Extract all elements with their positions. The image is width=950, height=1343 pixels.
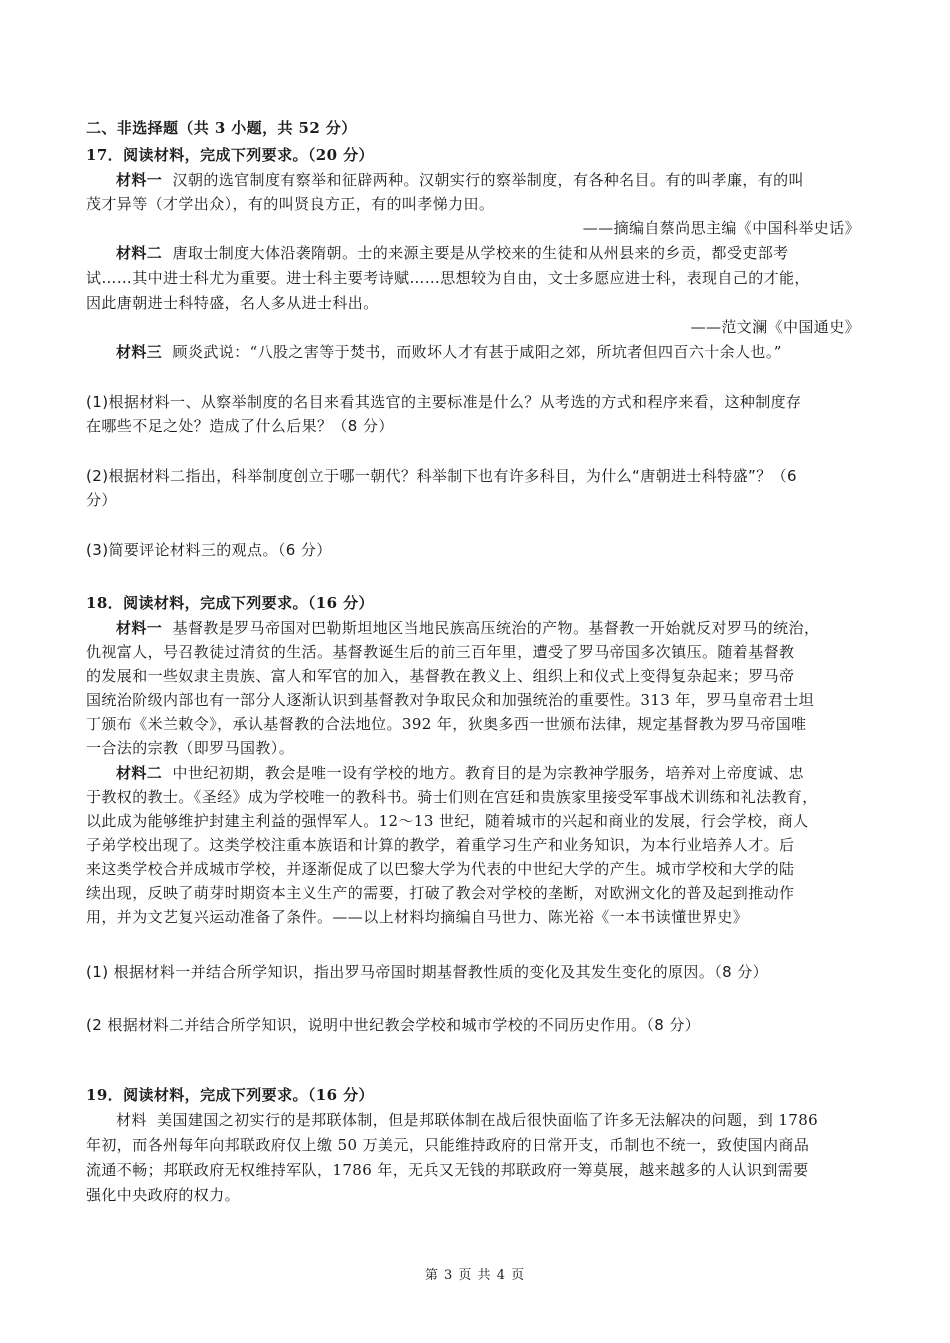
q17-material1-line bbox=[116, 170, 876, 190]
q18-material2-line bbox=[116, 763, 876, 783]
material-text: 基督教是罗马帝国对巴勒斯坦地区当地民族高压统治的产物。基督教一开始就反对罗马的统治， bbox=[172, 619, 820, 637]
q18-material1-line bbox=[116, 618, 876, 638]
q18-material1-line: 的发展和一些奴隶主贵族、富人和军官的加入，基督教在教义上、组织上和仪式上变得复杂起来；罗马帝 bbox=[86, 667, 795, 685]
q17-sub1: (1)根据材料一、从察举制度的名目来看其选官的主要标准是什么？从考选的方式和程序来看，这种制度存 bbox=[86, 393, 802, 411]
q17-sub1: 在哪些不足之处？造成了什么后果？（8 分） bbox=[86, 417, 394, 435]
q17-material2-line: 试……其中进士科尤为重要。进士科主要考诗赋……思想较为自由，文士多愿应进士科，表现自己的才能， bbox=[86, 269, 810, 287]
q17-sub2: (2)根据材料二指出，科举制度创立于哪一朝代？科举制下也有许多科目，为什么“唐朝进士科特盛”？（6 bbox=[86, 467, 797, 485]
material-text: 中世纪初期，教会是唯一设有学校的地方。教育目的是为宗教神学服务，培养对上帝度诚、忠 bbox=[172, 764, 804, 782]
material-label: 材料一 bbox=[116, 619, 163, 637]
q18-heading: 18．阅读材料，完成下列要求。（16 分） bbox=[86, 594, 374, 612]
q18-material2-line: 子弟学校出现了。这类学校注重本族语和计算的教学，着重学习生产和业务知识，为本行业培养人才。后 bbox=[86, 836, 795, 854]
material-label: 材料二 bbox=[116, 764, 163, 782]
q17-material2-line: 因此唐朝进士科特盛，名人多从进士科出。 bbox=[86, 294, 379, 312]
q17-material1-line: 茂才异等（才学出众），有的叫贤良方正，有的叫孝悌力田。 bbox=[86, 195, 495, 213]
q19-material-line bbox=[116, 1110, 876, 1130]
material-label: 材料三 bbox=[116, 343, 163, 361]
material-text: 唐取士制度大体沿袭隋朝。士的来源主要是从学校来的生徒和从州县来的乡贡，都受吏部考 bbox=[172, 244, 789, 262]
q18-material2-line: 用，并为文艺复兴运动准备了条件。——以上材料均摘编自马世力、陈光裕《一本书读懂世界史》 bbox=[86, 908, 749, 926]
q17-material2-source: ——范文澜《中国通史》 bbox=[690, 318, 860, 336]
q18-sub2: (2 根据材料二并结合所学知识，说明中世纪教会学校和城市学校的不同历史作用。（8 分） bbox=[86, 1016, 701, 1034]
q18-material2-line: 于教权的教士。《圣经》成为学校唯一的教科书。骑士们则在宫廷和贵族家里接受军事战术训练和礼法教育， bbox=[86, 788, 818, 806]
material-label: 材料一 bbox=[116, 171, 163, 189]
material-text: 美国建国之初实行的是邦联体制，但是邦联体制在战后很快面临了许多无法解决的问题，到 1786 bbox=[157, 1111, 819, 1129]
q17-heading: 17．阅读材料，完成下列要求。（20 分） bbox=[86, 146, 374, 164]
q19-material-line: 强化中央政府的权力。 bbox=[86, 1186, 241, 1204]
q17-material2-line bbox=[116, 243, 876, 263]
material-text: 顾炎武说：“八股之害等于焚书，而败坏人才有甚于咸阳之郊，所坑者但四百六十余人也。” bbox=[172, 343, 782, 361]
q18-sub1: (1) 根据材料一并结合所学知识，指出罗马帝国时期基督教性质的变化及其发生变化的原因。（8 分） bbox=[86, 963, 769, 981]
material-text: 汉朝的选官制度有察举和征辟两种。汉朝实行的察举制度，有各种名目。有的叫孝廉，有的叫 bbox=[172, 171, 804, 189]
material-label: 材料二 bbox=[116, 244, 163, 262]
q18-material2-line: 以此成为能够维护封建主利益的强悍军人。12～13 世纪，随着城市的兴起和商业的发展，行会学校，商人 bbox=[86, 812, 809, 830]
q18-material1-line: 仇视富人，号召教徒过清贫的生活。基督教诞生后的前三百年里，遭受了罗马帝国多次镇压。随着基督教 bbox=[86, 643, 795, 661]
q19-material-line: 流通不畅；邦联政府无权维持军队，1786 年，无兵又无钱的邦联政府一筹莫展，越来越多的人认识到需要 bbox=[86, 1161, 809, 1179]
q18-material2-line: 来这类学校合并成城市学校，并逐渐促成了以巴黎大学为代表的中世纪大学的产生。城市学校和大学的陆 bbox=[86, 860, 795, 878]
q18-material1-line: 一合法的宗教（即罗马国教）。 bbox=[86, 739, 295, 757]
q19-material-line: 年初，而各州每年向邦联政府仅上缴 50 万美元，只能维持政府的日常开支，币制也不统一，致使国内商品 bbox=[86, 1136, 810, 1154]
q17-sub2: 分） bbox=[86, 491, 117, 509]
material-label: 材料 bbox=[116, 1111, 147, 1129]
q18-material1-line: 丁颁布《米兰敕令》，承认基督教的合法地位。392 年，狄奥多西一世颁布法律，规定基督教为罗马帝国唯 bbox=[86, 715, 807, 733]
q17-sub3: (3)简要评论材料三的观点。（6 分） bbox=[86, 541, 332, 559]
q17-material3-line bbox=[116, 342, 876, 362]
section-title: 二、非选择题（共 3 小题，共 52 分） bbox=[86, 119, 357, 137]
q18-material1-line: 国统治阶级内部也有一部分人逐渐认识到基督教对争取民众和加强统治的重要性。313 年，罗马皇帝君士坦 bbox=[86, 691, 815, 709]
q19-heading: 19．阅读材料，完成下列要求。（16 分） bbox=[86, 1086, 374, 1104]
page-footer: 第 3 页 共 4 页 bbox=[424, 1268, 526, 1283]
q17-material1-source: ——摘编自蔡尚思主编《中国科举史话》 bbox=[582, 219, 860, 237]
q18-material2-line: 续出现，反映了萌芽时期资本主义生产的需要，打破了教会对学校的垄断，对欧洲文化的普及起到推动作 bbox=[86, 884, 795, 902]
